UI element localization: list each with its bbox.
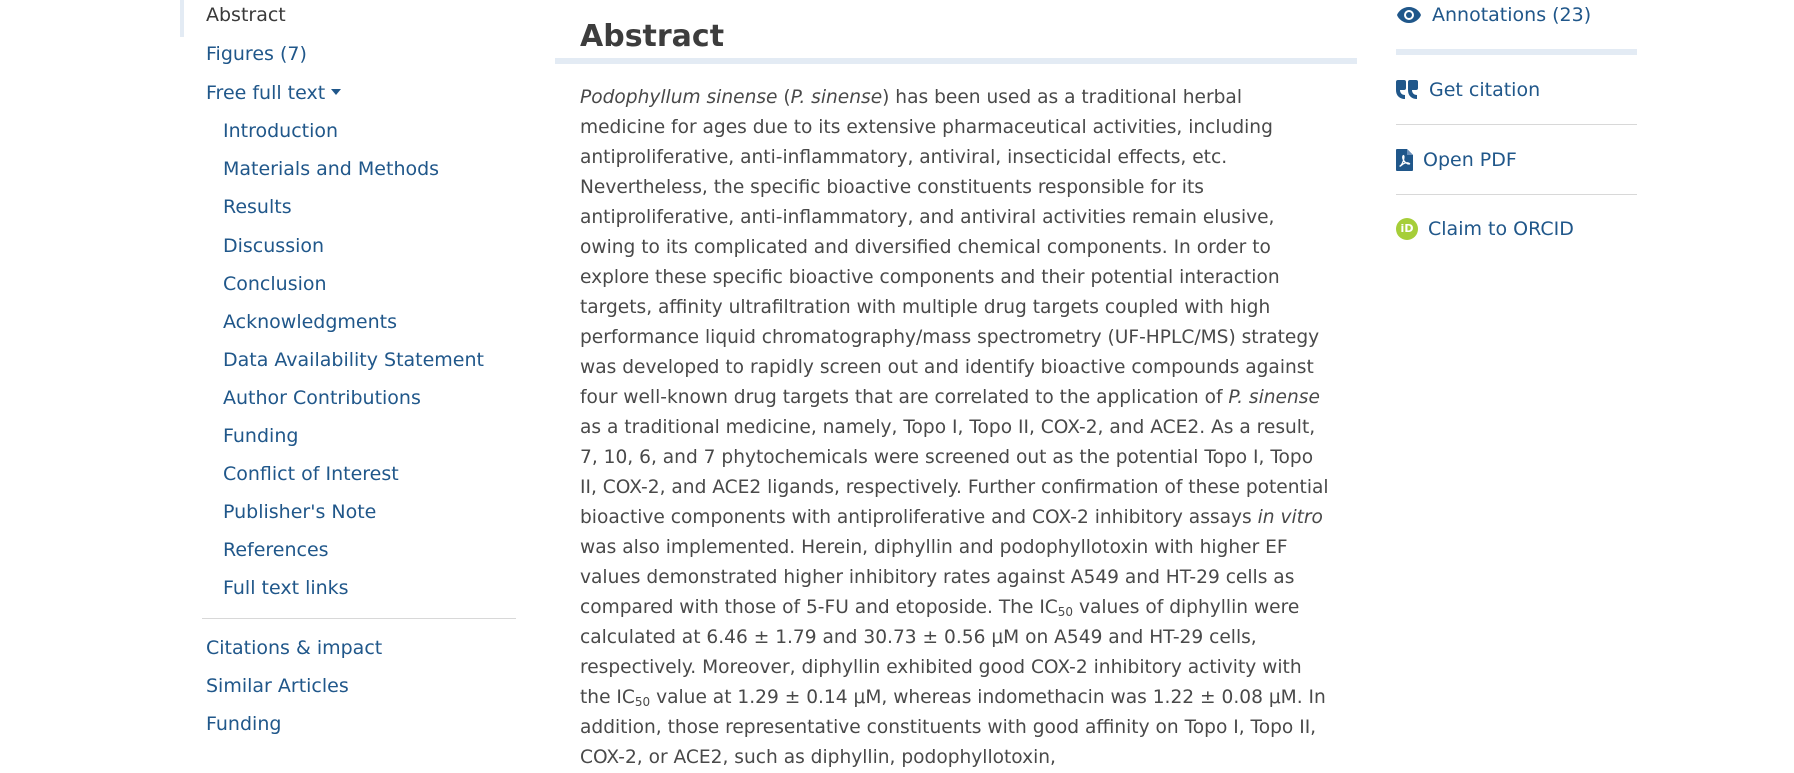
section-title: Abstract	[580, 19, 725, 54]
nav-item-materials-and-methods[interactable]: Materials and Methods	[223, 158, 440, 180]
get-citation-label: Get citation	[1429, 79, 1541, 101]
nav-item-free-full-text-label: Free full text	[206, 82, 326, 104]
nav-item-conclusion[interactable]: Conclusion	[223, 273, 327, 295]
nav-item-funding-section[interactable]: Funding	[206, 713, 282, 735]
right-panel-accent-bar	[1396, 49, 1637, 55]
caret-down-icon	[331, 89, 341, 95]
nav-item-similar-articles[interactable]: Similar Articles	[206, 675, 349, 697]
abstract-text-segment: (	[777, 87, 791, 108]
nav-item-free-full-text[interactable]	[206, 81, 341, 105]
abstract-italic-in-vitro: in vitro	[1257, 507, 1323, 528]
abstract-text-segment: ) has been used as a traditional herbal medicine for ages due to its extensive pharmaceutical activities, including antiproliferative, anti-inflammatory, antiviral, insecticidal effects, etc. Nevertheless, the specific bioactive constituents responsible for its antiproliferative, anti-inflammatory, and antiviral activities remain elusive, owing to its complicated and diversified chemical components. In order to explore these specific bioactive components and their potential interaction targets, affinity ultrafiltration with multiple drug targets coupled with high performance liquid chromatography/mass spectrometry (UF-HPLC/MS) strategy was developed to rapidly screen out and identify bioactive compounds against four well-known drug targets that are correlated to the application of	[580, 87, 1320, 408]
nav-item-author-contributions[interactable]: Author Contributions	[223, 387, 421, 409]
right-panel-divider	[1396, 194, 1637, 195]
nav-item-data-availability[interactable]: Data Availability Statement	[223, 349, 484, 371]
abstract-italic-abbrev: P. sinense	[1228, 387, 1320, 408]
claim-orcid-label: Claim to ORCID	[1428, 218, 1574, 240]
abstract-subscript: 50	[634, 695, 651, 709]
right-panel-divider	[1396, 124, 1637, 125]
nav-item-full-text-links[interactable]: Full text links	[223, 577, 349, 599]
abstract-subscript: 50	[1057, 605, 1074, 619]
pdf-icon	[1396, 149, 1413, 171]
eye-icon	[1396, 6, 1422, 24]
abstract-text	[580, 83, 1332, 773]
abstract-text-segment: as a traditional medicine, namely, Topo I, Topo II, COX-2, and ACE2. As a result, 7, 10, 6, and 7 phytochemicals were screened out as the potential Topo I, Topo II, COX-2, and ACE2 ligands, respectively. Further confirmation of these potential bioactive components with antiproliferative and COX-2 inhibitory assays	[580, 417, 1329, 528]
open-pdf-label: Open PDF	[1423, 149, 1517, 171]
nav-item-acknowledgments[interactable]: Acknowledgments	[223, 311, 397, 333]
nav-item-citations-impact[interactable]: Citations & impact	[206, 637, 383, 659]
section-title-rule	[555, 58, 1357, 64]
orcid-icon: iD	[1396, 218, 1418, 240]
quote-icon	[1396, 80, 1419, 100]
abstract-text-segment: value at 1.29 ± 0.14 μM, whereas indomethacin was 1.22 ± 0.08 μM. In addition, those representative constituents with good affinity on Topo I, Topo II, COX-2, or ACE2, such as diphyllin, podophyllotoxin,	[580, 687, 1326, 768]
nav-item-references[interactable]: References	[223, 539, 329, 561]
annotations-label: Annotations (23)	[1432, 4, 1592, 26]
nav-active-indicator	[180, 0, 184, 37]
abstract-text-segment: was also implemented. Herein, diphyllin and podophyllotoxin with higher EF values demonstrated higher inhibitory rates against A549 and HT-29 cells as compared with those of 5-FU and etoposide. The IC	[580, 537, 1295, 618]
annotations-link[interactable]	[1396, 2, 1591, 28]
abstract-italic-abbrev: P. sinense	[790, 87, 883, 108]
nav-item-discussion[interactable]: Discussion	[223, 235, 325, 257]
nav-item-conflict-of-interest[interactable]: Conflict of Interest	[223, 463, 399, 485]
nav-item-abstract[interactable]: Abstract	[206, 4, 286, 26]
nav-item-publishers-note[interactable]: Publisher's Note	[223, 501, 377, 523]
open-pdf-button[interactable]	[1396, 147, 1517, 173]
nav-item-figures[interactable]: Figures (7)	[206, 43, 307, 65]
abstract-text-segment: values of diphyllin were calculated at 6.46 ± 1.79 and 30.73 ± 0.56 μM on A549 and HT-29 cells, respectively. Moreover, diphyllin exhibited good COX-2 inhibitory activity with the IC	[580, 597, 1302, 708]
abstract-italic-species: Podophyllum sinense	[580, 87, 778, 108]
nav-item-introduction[interactable]: Introduction	[223, 120, 339, 142]
get-citation-button[interactable]	[1396, 77, 1540, 103]
nav-item-results[interactable]: Results	[223, 196, 292, 218]
claim-orcid-button[interactable]	[1396, 216, 1574, 242]
nav-item-funding[interactable]: Funding	[223, 425, 299, 447]
nav-divider	[202, 618, 516, 619]
